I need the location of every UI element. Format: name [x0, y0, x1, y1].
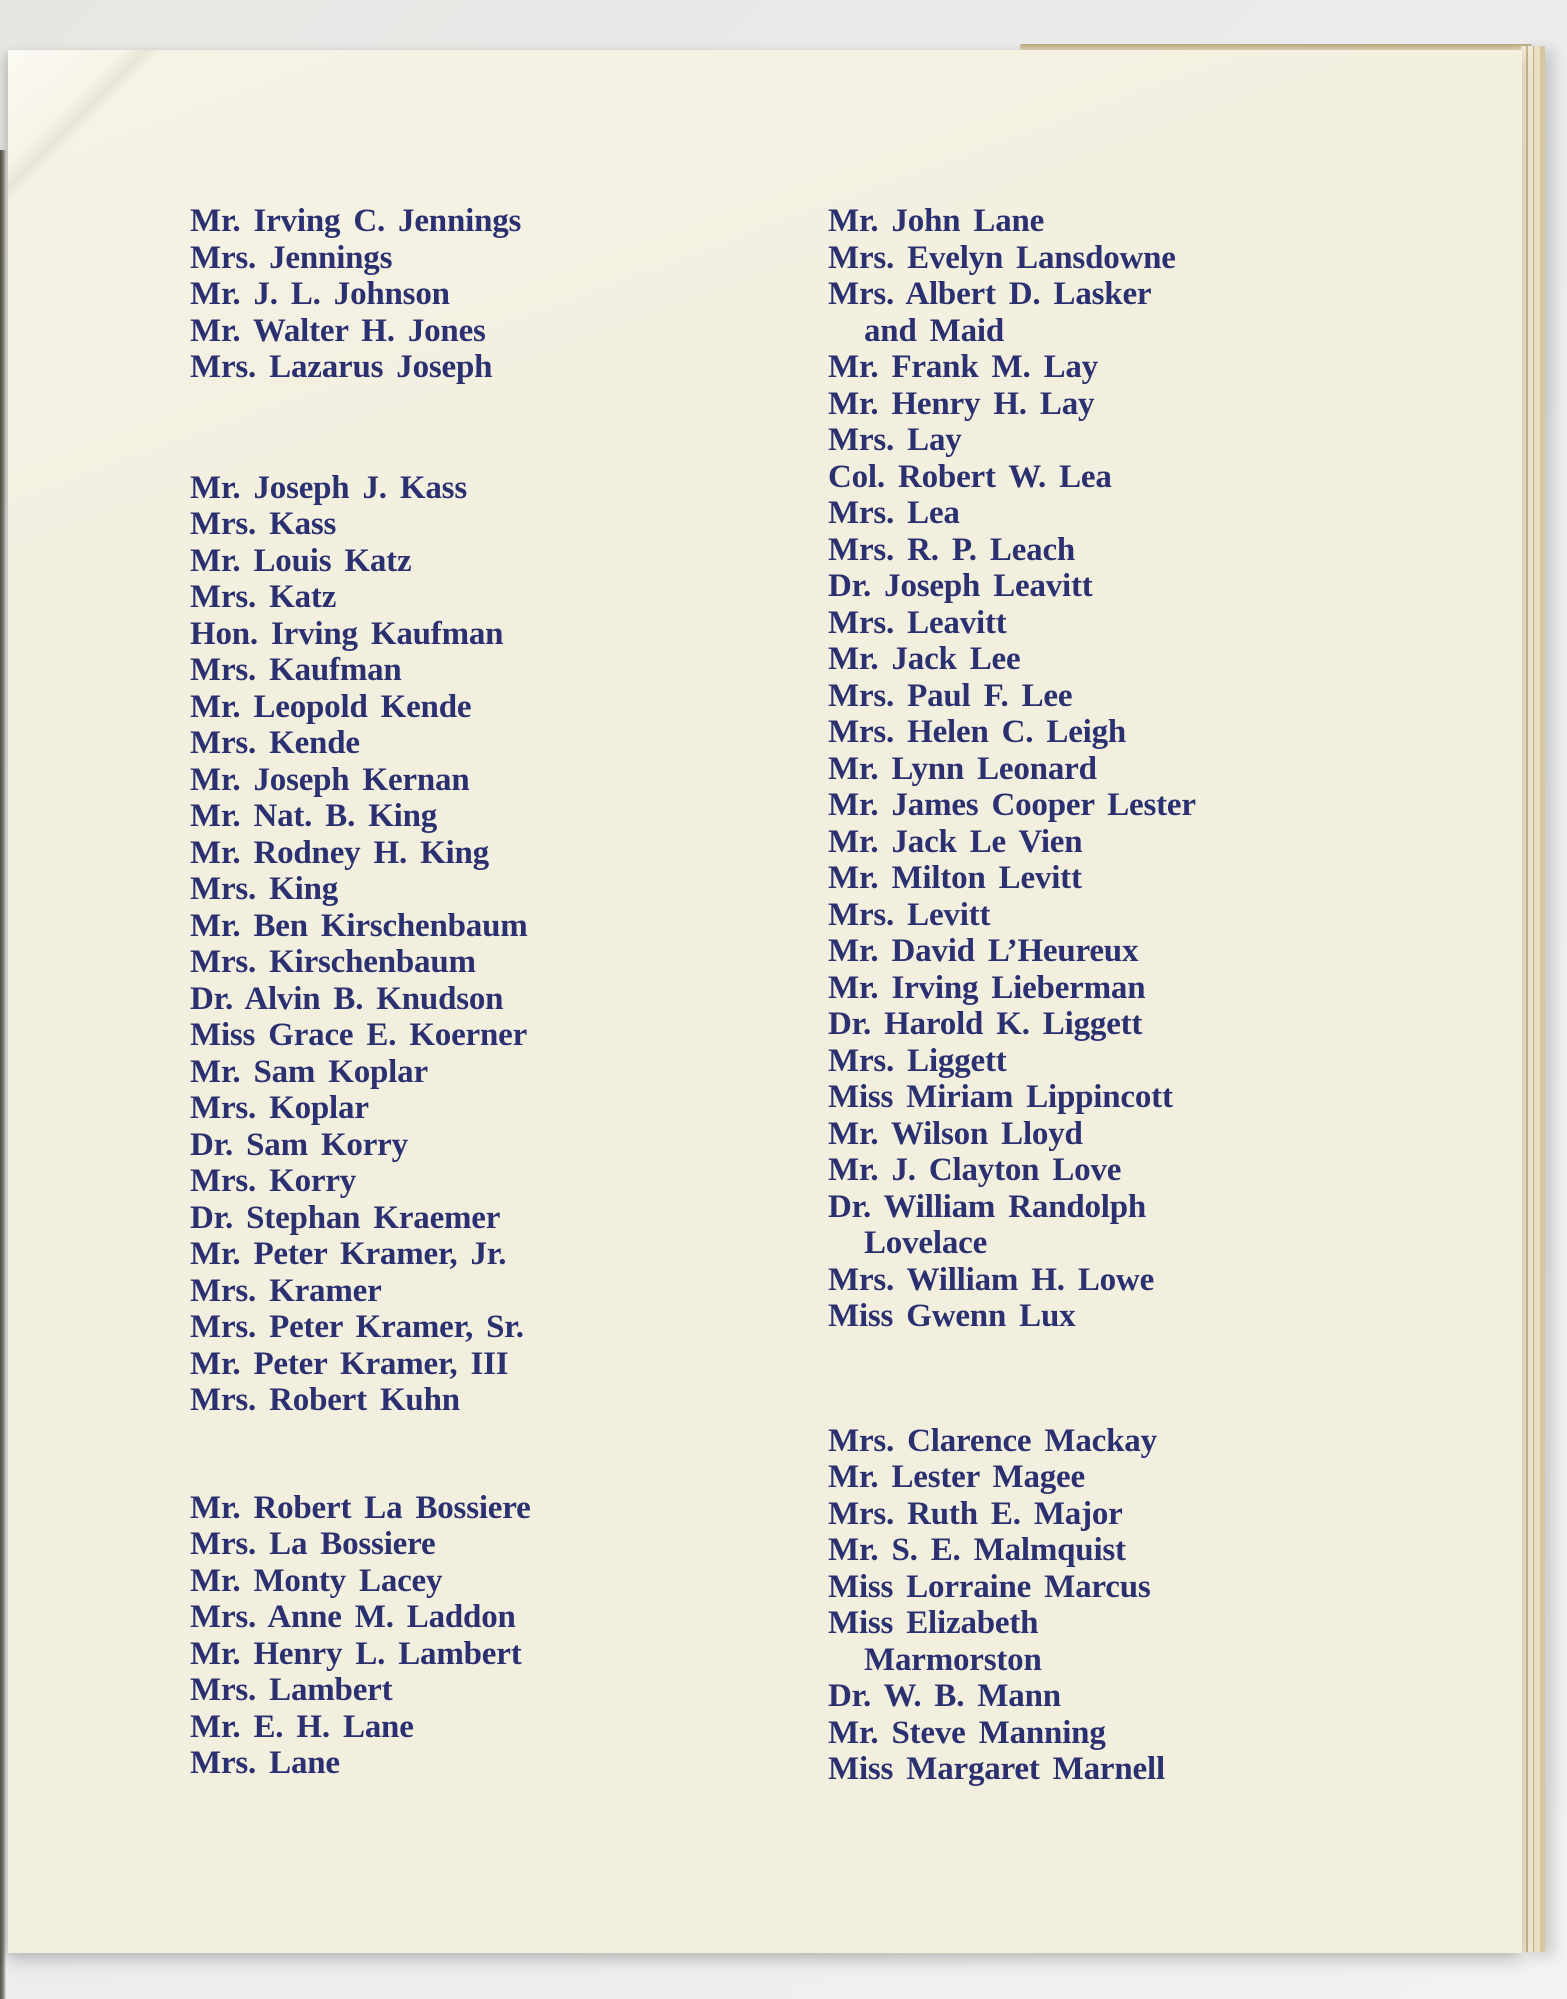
guest-name: Mrs. Kaufman: [190, 652, 402, 688]
guest-name: Mr. Ben Kirschenbaum: [190, 907, 528, 944]
guest-name: Miss Miriam Lippincott: [828, 1079, 1173, 1115]
guest-name: Mrs. Lazarus Joseph: [190, 349, 493, 385]
guest-column-right: [828, 203, 1196, 1788]
guest-name: Mrs. Lambert: [190, 1672, 393, 1708]
guest-name: Mr. Lynn Leonard: [828, 750, 1097, 787]
guest-name: Mrs. Ruth E. Major: [828, 1495, 1123, 1532]
guest-name: Mr. Leopold Kende: [190, 688, 472, 725]
guest-name: Mr. Louis Katz: [190, 542, 412, 579]
guest-name: Miss Gwenn Lux: [828, 1298, 1076, 1334]
guest-name: Mrs. La Bossiere: [190, 1526, 436, 1562]
guest-name: Mr. Jack Le Vien: [828, 823, 1083, 860]
guest-name: Mr. Milton Levitt: [828, 860, 1082, 896]
guest-name: Mr. Walter H. Jones: [190, 312, 486, 349]
guest-name: Mr. S. E. Malmquist: [828, 1532, 1126, 1568]
page-stack-edge-right: [1521, 46, 1545, 1952]
guest-group: [190, 1490, 531, 1782]
guest-name: Mr. Henry H. Lay: [828, 385, 1095, 422]
guest-name: Mr. Frank M. Lay: [828, 349, 1098, 385]
guest-name: Mrs. Albert D. Lasker: [828, 276, 1152, 312]
guest-name: Mr. J. Clayton Love: [828, 1152, 1122, 1188]
guest-group: [190, 470, 531, 1419]
guest-name: Mr. Peter Kramer, III: [190, 1345, 509, 1382]
guest-name: Mrs. Leavitt: [828, 604, 1007, 641]
guest-name: Miss Margaret Marnell: [828, 1751, 1165, 1787]
guest-name: Mr. Irving C. Jennings: [190, 203, 522, 239]
guest-name: Col. Robert W. Lea: [828, 458, 1112, 495]
guest-name: Mr. David L’Heureux: [828, 933, 1139, 969]
guest-name: and Maid: [864, 312, 1005, 349]
guest-name: Mrs. Liggett: [828, 1042, 1007, 1079]
guest-name: Dr. Joseph Leavitt: [828, 568, 1093, 604]
guest-name: Mrs. Paul F. Lee: [828, 677, 1073, 714]
guest-name: Mrs. William H. Lowe: [828, 1261, 1155, 1298]
guest-name: Mr. James Cooper Lester: [828, 787, 1196, 823]
guest-group: [828, 1423, 1196, 1788]
guest-name: Mrs. Clarence Mackay: [828, 1422, 1157, 1459]
guest-name: Dr. William Randolph: [828, 1188, 1147, 1225]
guest-name: Mrs. Anne M. Laddon: [190, 1599, 516, 1635]
guest-name: Mrs. Koplar: [190, 1090, 369, 1126]
guest-name: Dr. Stephan Kraemer: [190, 1199, 501, 1236]
spine-shadow: [0, 150, 6, 1999]
guest-name: Mrs. Kass: [190, 506, 337, 542]
guest-name: Marmorston: [864, 1641, 1042, 1678]
guest-name: Dr. Harold K. Liggett: [828, 1006, 1143, 1042]
guest-name: Mr. Wilson Lloyd: [828, 1115, 1083, 1152]
guest-name: Miss Elizabeth: [828, 1605, 1039, 1641]
guest-name: Miss Grace E. Koerner: [190, 1017, 528, 1053]
guest-name: Mrs. Lane: [190, 1745, 340, 1781]
guest-name: Mr. Irving Lieberman: [828, 969, 1146, 1006]
guest-name: Mr. Peter Kramer, Jr.: [190, 1236, 507, 1272]
guest-name: Mrs. Lea: [828, 495, 960, 531]
guest-name: Mrs. Evelyn Lansdowne: [828, 239, 1176, 276]
guest-name: Mrs. Korry: [190, 1163, 357, 1199]
guest-name: Mr. Steve Manning: [828, 1714, 1106, 1751]
guest-name: Mr. Henry L. Lambert: [190, 1635, 522, 1672]
scanned-page: [8, 50, 1522, 1953]
guest-column-left: [190, 203, 531, 1782]
guest-name: Mrs. Kende: [190, 725, 360, 761]
guest-name: Mr. Sam Koplar: [190, 1053, 428, 1090]
guest-name: Dr. W. B. Mann: [828, 1678, 1061, 1714]
guest-name: Mr. J. L. Johnson: [190, 276, 450, 312]
guest-name: Mr. Monty Lacey: [190, 1562, 443, 1599]
guest-name: Mr. Nat. B. King: [190, 798, 438, 834]
guest-name: Mrs. Helen C. Leigh: [828, 714, 1127, 750]
guest-name: Mrs. Jennings: [190, 239, 393, 276]
guest-group: [190, 203, 531, 386]
guest-name: Hon. Irving Kaufman: [190, 615, 504, 652]
guest-name: Mrs. Levitt: [828, 896, 991, 933]
guest-name: Lovelace: [864, 1225, 988, 1261]
guest-name: Mrs. Robert Kuhn: [190, 1382, 460, 1418]
guest-name: Mrs. Kramer: [190, 1272, 382, 1309]
guest-name: Dr. Sam Korry: [190, 1126, 408, 1163]
guest-name: Mrs. Kirschenbaum: [190, 944, 476, 980]
guest-name: Miss Lorraine Marcus: [828, 1568, 1151, 1605]
guest-name: Dr. Alvin B. Knudson: [190, 980, 504, 1017]
guest-name: Mr. John Lane: [828, 203, 1045, 239]
guest-name: Mr. Lester Magee: [828, 1459, 1085, 1495]
guest-name: Mr. Joseph Kernan: [190, 761, 470, 798]
guest-name: Mrs. King: [190, 871, 339, 907]
guest-name: Mr. E. H. Lane: [190, 1708, 414, 1745]
guest-name: Mr. Jack Lee: [828, 641, 1021, 677]
guest-name: Mr. Joseph J. Kass: [190, 469, 467, 506]
guest-name: Mrs. Lay: [828, 422, 962, 458]
guest-group: [828, 203, 1196, 1335]
guest-name: Mr. Robert La Bossiere: [190, 1489, 531, 1526]
guest-name: Mr. Rodney H. King: [190, 834, 489, 871]
guest-name: Mrs. Peter Kramer, Sr.: [190, 1309, 524, 1345]
guest-name: Mrs. Katz: [190, 579, 337, 615]
guest-name: Mrs. R. P. Leach: [828, 531, 1076, 568]
